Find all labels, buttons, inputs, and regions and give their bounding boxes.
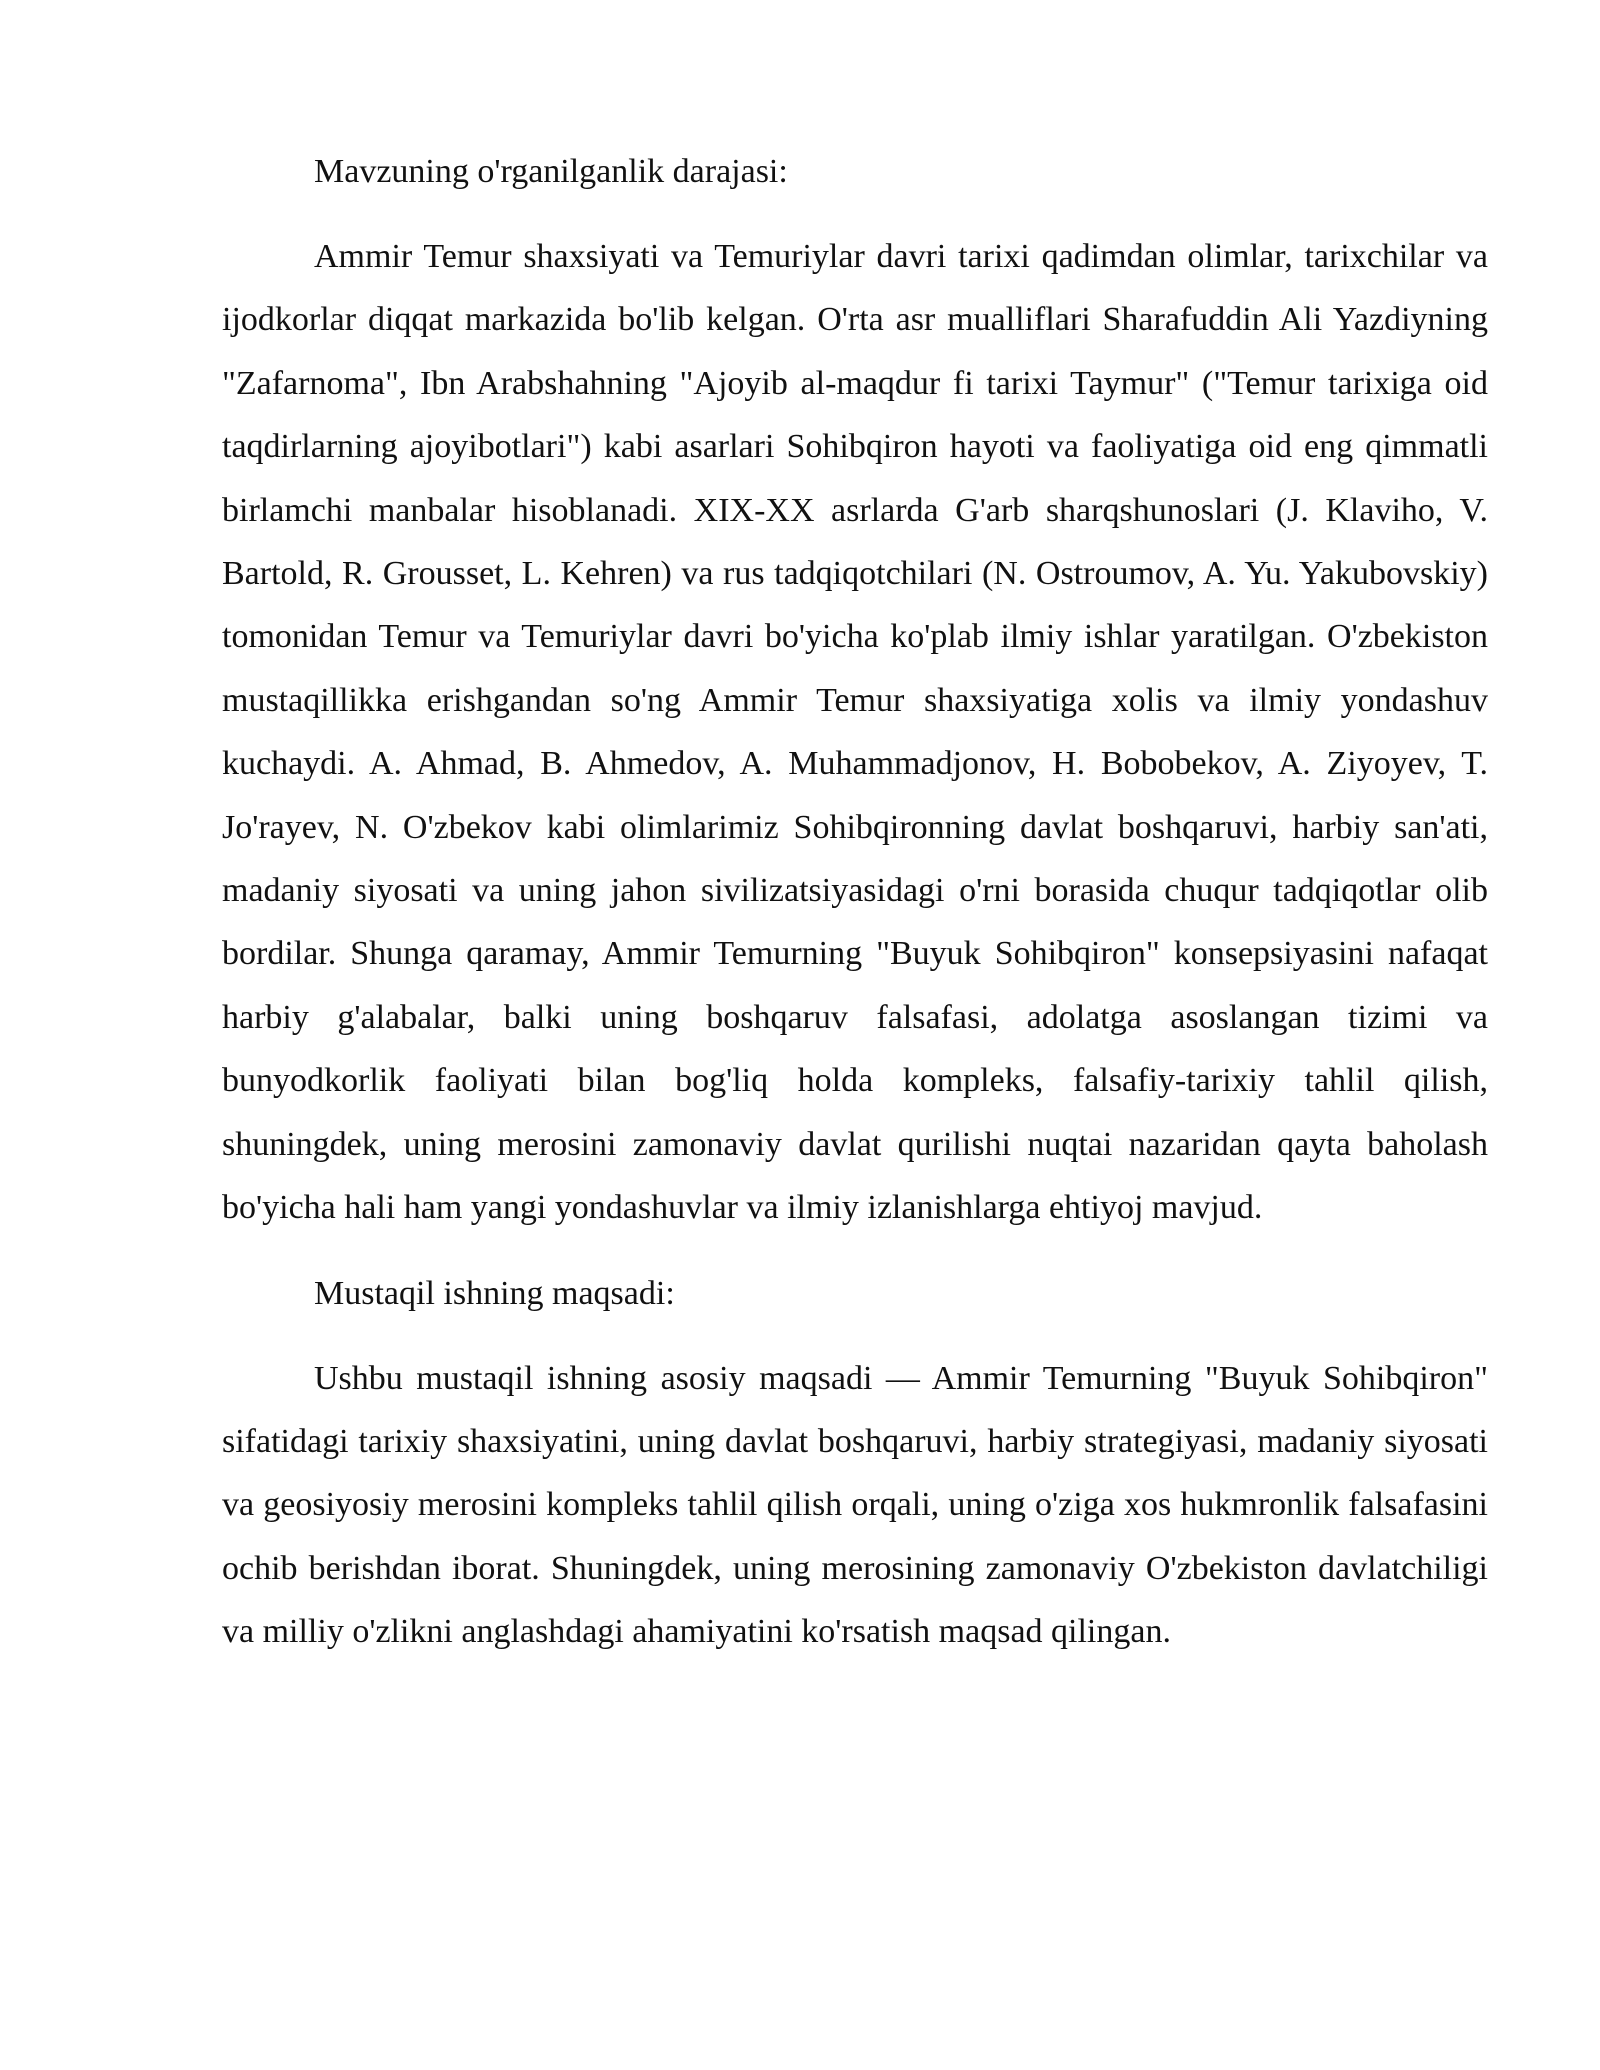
section-heading-goal: Mustaqil ishning maqsadi:: [314, 1274, 675, 1312]
section-paragraph-goal: Ushbu mustaqil ishning asosiy maqsadi — Ammir Temurning "Buyuk Sohibqiron" sifatidagi tarixiy shaxsiyatini, uning davlat boshqaruvi, harbiy strategiyasi, madaniy siyosati va geosiyosiy merosini kompleks tahlil qilish orqali, uning o'ziga xos hukmronlik falsafasini ochib berishdan iborat. Shuningdek, uning merosining zamonaviy O'zbekiston davlatchiligi va milliy o'zlikni anglashdagi ahamiyatini ko'rsatish maqsad qilingan.: [222, 1359, 1488, 1651]
section-heading-study-level: Mavzuning o'rganilganlik darajasi:: [314, 153, 788, 190]
document-body: [222, 140, 1488, 1686]
section-paragraph-study-level: Ammir Temur shaxsiyati va Temuriylar davri tarixi qadimdan olimlar, tarixchilar va ijodkorlar diqqat markazida bo'lib kelgan. O'rta asr mualliflari Sharafuddin Ali Yazdiyning "Zafarnoma", Ibn Arabshahning "Ajoyib al-maqdur fi tarixi Taymur" ("Temur tarixiga oid taqdirlarning ajoyibotlari") kabi asarlari Sohibqiron hayoti va faoliyatiga oid eng qimmatli birlamchi manbalar hisoblanadi. XIX-XX asrlarda G'arb sharqshunoslari (J. Klaviho, V. Bartold, R. Grousset, L. Kehren) va rus tadqiqotchilari (N. Ostroumov, A. Yu. Yakubovskiy) tomonidan Temur va Temuriylar davri bo'yicha ko'plab ilmiy ishlar yaratilgan. O'zbekiston mustaqillikka erishgandan so'ng Ammir Temur shaxsiyatiga xolis va ilmiy yondashuv kuchaydi. A. Ahmad, B. Ahmedov, A. Muhammadjonov, H. Bobobekov, A. Ziyoyev, T. Jo'rayev, N. O'zbekov kabi olimlarimiz Sohibqironning davlat boshqaruvi, harbiy san'ati, madaniy siyosati va uning jahon sivilizatsiyasidagi o'rni borasida chuqur tadqiqotlar olib bordilar. Shunga qaramay, Ammir Temurning "Buyuk Sohibqiron" konsepsiyasini nafaqat harbiy g'alabalar, balki uning boshqaruv falsafasi, adolatga asoslangan tizimi va bunyodkorlik faoliyati bilan bog'liq holda kompleks, falsafiy-tarixiy tahlil qilish, shuningdek, uning merosini zamonaviy davlat qurilishi nuqtai nazaridan qayta baholash bo'yicha hali ham yangi yondashuvlar va ilmiy izlanishlarga ehtiyoj mavjud.: [222, 238, 1488, 1227]
